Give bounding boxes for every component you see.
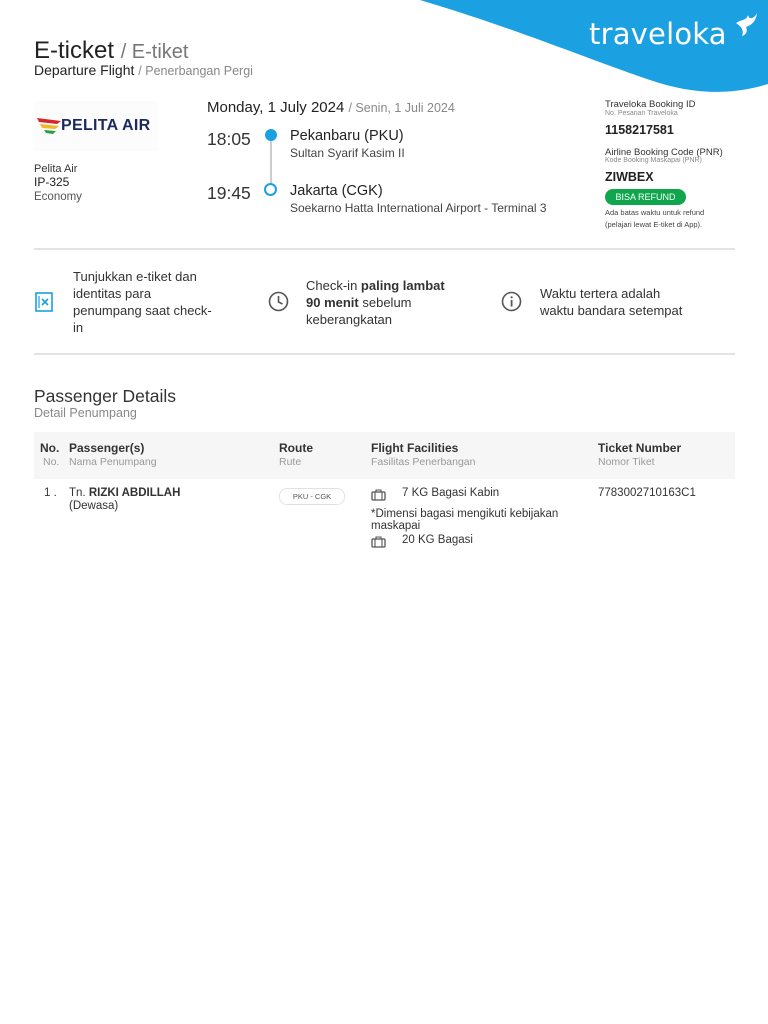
cabin-bag-icon (371, 489, 386, 501)
cabin-baggage: 7 KG Bagasi Kabin (402, 487, 500, 499)
departure-dot (265, 129, 277, 141)
col-subheader-passenger: Nama Penumpang (69, 456, 157, 468)
pnr-value: ZIWBEX (605, 170, 654, 184)
baggage-icon (371, 536, 386, 548)
booking-id-label: Traveloka Booking ID (605, 99, 696, 110)
col-subheader-ticket: Nomor Tiket (598, 456, 655, 468)
col-header-passenger: Passenger(s) (69, 441, 145, 455)
passenger-name: Tn. RIZKI ABDILLAH (69, 487, 181, 499)
pnr-label: Airline Booking Code (PNR) (605, 147, 723, 158)
arrival-airport: Soekarno Hatta International Airport - Terminal 3 (290, 201, 547, 215)
refund-note: Ada batas waktu untuk refund (pelajari lewat E-tiket di App). (605, 208, 705, 229)
passenger-section-subtitle: Detail Penumpang (34, 406, 137, 420)
airline-name: Pelita Air (34, 163, 78, 175)
baggage-note-line1: *Dimensi bagasi mengikuti kebijakan (371, 508, 559, 520)
traveloka-bird-icon (734, 11, 758, 37)
passenger-section-title: Passenger Details (34, 386, 177, 406)
checked-baggage: 20 KG Bagasi (402, 534, 473, 546)
info-icon (501, 291, 522, 312)
departure-city: Pekanbaru (PKU) (290, 128, 404, 144)
col-header-no: No. (40, 441, 60, 455)
booking-id-value: 1158217581 (605, 123, 674, 137)
clock-icon (268, 291, 289, 312)
pnr-sublabel: Kode Booking Maskapai (PNR) (605, 157, 702, 164)
col-header-facilities: Flight Facilities (371, 441, 459, 455)
booking-id-sublabel: No. Pesanan Traveloka (605, 110, 678, 117)
col-subheader-no: No. (43, 456, 60, 468)
arrival-time: 19:45 (207, 183, 251, 203)
divider (34, 248, 735, 250)
departure-time: 18:05 (207, 129, 251, 149)
ticket-number: 7783002710163C1 (598, 487, 696, 499)
baggage-note-line2: maskapai (371, 520, 421, 532)
itinerary-line (270, 141, 272, 183)
arrival-dot (264, 183, 277, 196)
page-title: E-ticket / E-tiket (34, 37, 189, 64)
flight-date: Monday, 1 July 2024 / Senin, 1 Juli 2024 (207, 99, 455, 116)
arrival-city: Jakarta (CGK) (290, 183, 383, 199)
route-pill: PKU - CGK (279, 488, 345, 505)
refund-badge: BISA REFUND (605, 189, 686, 205)
id-card-icon (35, 292, 54, 312)
col-header-ticket: Ticket Number (598, 441, 682, 455)
passenger-no: 1 . (44, 487, 57, 499)
notice-id: Tunjukkan e-tiket dan identitas para penumpang saat check- in (73, 269, 212, 335)
flight-direction: Departure Flight / Penerbangan Pergi (34, 62, 253, 78)
divider (34, 353, 735, 355)
airline-logo: PELITA AIR (34, 101, 158, 151)
notice-checkin: Check-in paling lambat 90 menit sebelum keberangkatan (306, 278, 445, 327)
flight-number: IP-325 (34, 175, 70, 189)
pelita-air-wing-icon (37, 116, 63, 136)
traveloka-logo: traveloka (589, 17, 727, 51)
passenger-type: (Dewasa) (69, 500, 119, 512)
col-subheader-route: Rute (279, 456, 302, 468)
notice-local-time: Waktu tertera adalah waktu bandara setempat (540, 286, 683, 318)
col-subheader-facilities: Fasilitas Penerbangan (371, 456, 476, 468)
col-header-route: Route (279, 441, 313, 455)
departure-airport: Sultan Syarif Kasim II (290, 146, 405, 160)
cabin-class: Economy (34, 191, 82, 203)
